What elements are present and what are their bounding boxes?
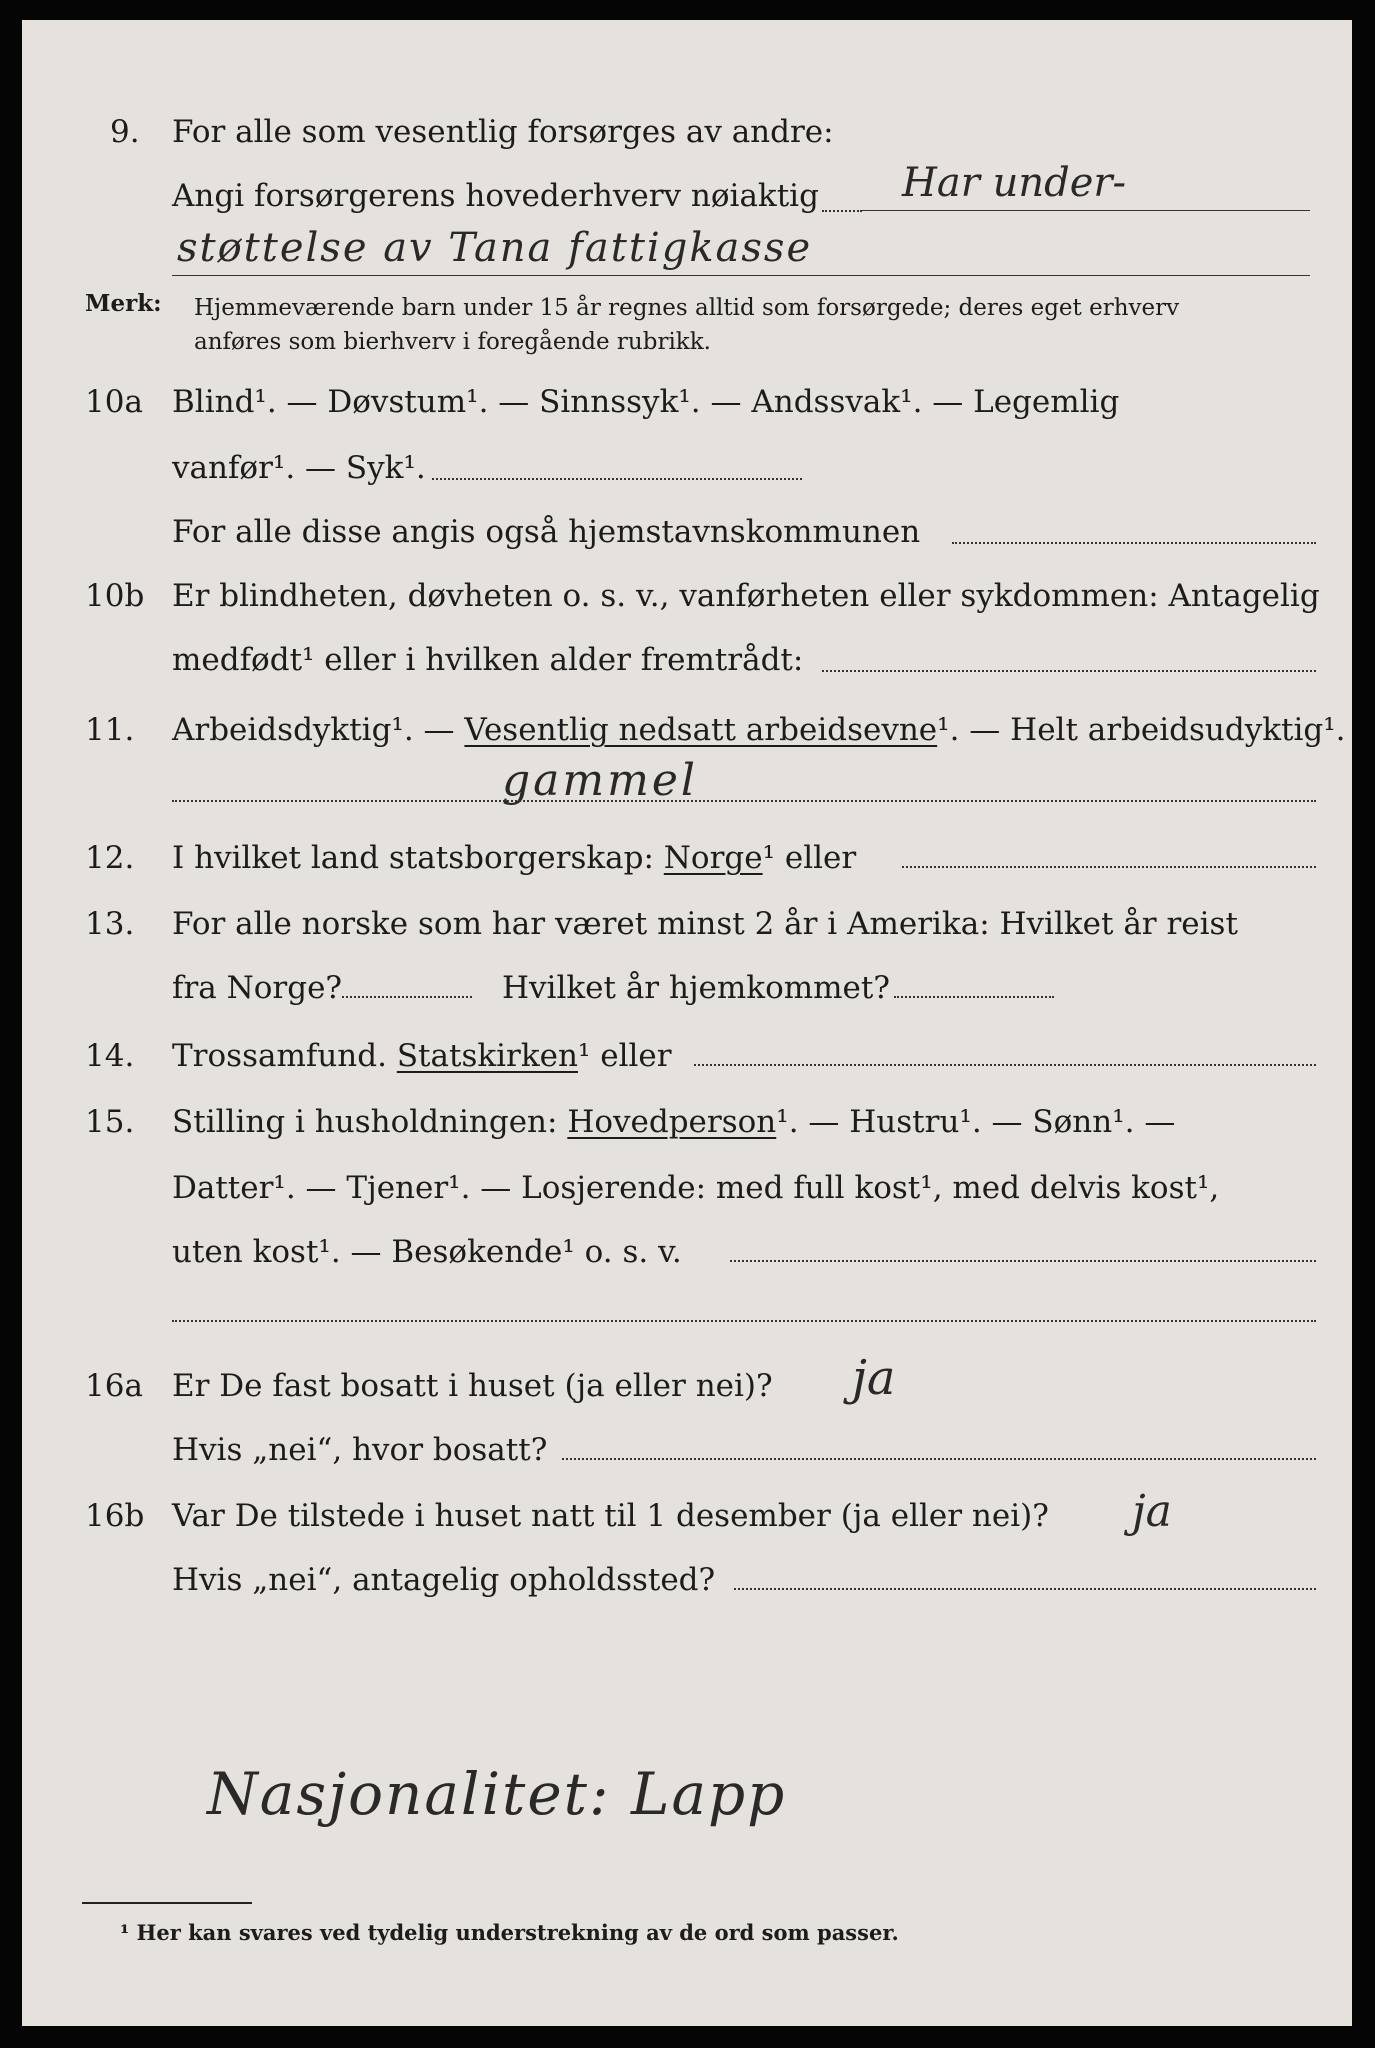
q14-part1: Trossamfund. — [172, 1038, 397, 1074]
q15-part1: Stilling i husholdningen: — [172, 1104, 568, 1140]
q10a-line2: vanfør¹. — Syk¹. — [172, 450, 426, 486]
footnote-rule — [82, 1902, 252, 1904]
q12-text — [172, 838, 856, 878]
q16b-handwriting: ja — [1132, 1486, 1172, 1537]
q10a-line3: For alle disse angis også hjemstavnskommunen — [172, 514, 921, 550]
q12-answer-line — [902, 866, 1316, 868]
q9-answer-line-1 — [862, 210, 1310, 211]
q10b-number: 10b — [85, 578, 145, 614]
q16a-number: 16a — [85, 1368, 143, 1404]
footnote: ¹ Her kan svares ved tydelig understrekning av de ord som passer. — [120, 1920, 899, 1945]
q13-hjemkommet-line — [894, 996, 1054, 998]
q15-number: 15. — [85, 1104, 135, 1140]
q16a-handwriting: ja — [852, 1350, 896, 1406]
q14-text — [172, 1036, 672, 1076]
merk-line1: Hjemmeværende barn under 15 år regnes alltid som forsørgede; deres eget erhverv — [194, 295, 1180, 321]
q16b-line2: Hvis „nei“, antagelig opholdssted? — [172, 1562, 716, 1598]
q9-handwriting-1: Har under- — [902, 160, 1127, 206]
q11-answer-line — [172, 800, 1316, 802]
q12-underlined-choice: Norge — [663, 840, 763, 876]
q14-part3: ¹ eller — [577, 1038, 672, 1074]
q10a-syk-line — [432, 478, 802, 480]
q9-line2: Angi forsørgerens hovederhverv nøiaktig — [172, 178, 819, 214]
q12-part1: I hvilket land statsborgerskap: — [172, 840, 664, 876]
census-form-page — [22, 20, 1352, 2026]
q13-hjemkommet: Hvilket år hjemkommet? — [502, 970, 890, 1006]
q15-underlined-choice: Hovedperson — [567, 1104, 777, 1140]
q11-handwriting: gammel — [502, 755, 698, 806]
q15-line3: uten kost¹. — Besøkende¹ o. s. v. — [172, 1234, 682, 1270]
q16b-answer-line — [734, 1588, 1316, 1590]
q10a-hjemstavn-line — [952, 542, 1316, 544]
q11-part1: Arbeidsdyktig¹. — — [172, 712, 465, 748]
q13-fra-norge: fra Norge? — [172, 970, 343, 1006]
q9-number: 9. — [110, 114, 140, 150]
q12-number: 12. — [85, 840, 135, 876]
q9-line1: For alle som vesentlig forsørges av andre: — [172, 114, 834, 150]
q13-line1: For alle norske som har været minst 2 år i Amerika: Hvilket år reist — [172, 906, 1238, 942]
q12-part3: ¹ eller — [762, 840, 857, 876]
q10b-line1: Er blindheten, døvheten o. s. v., vanførheten eller sykdommen: Antagelig — [172, 578, 1320, 614]
q11-underlined-choice: Vesentlig nedsatt arbeidsevne — [464, 712, 938, 748]
q16a-line1: Er De fast bosatt i huset (ja eller nei)? — [172, 1368, 773, 1404]
q15-part3: ¹. — Hustru¹. — Sønn¹. — — [776, 1104, 1176, 1140]
merk-label: Merk: — [85, 290, 162, 317]
q10a-number: 10a — [85, 384, 143, 420]
q11-part3: ¹. — Helt arbeidsudyktig¹. — [937, 712, 1346, 748]
q13-number: 13. — [85, 906, 135, 942]
q11-text — [172, 710, 1346, 750]
nationality-handwritten-note: Nasjonalitet: Lapp — [207, 1760, 787, 1828]
q14-number: 14. — [85, 1038, 135, 1074]
q15-line2: Datter¹. — Tjener¹. — Losjerende: med full kost¹, med delvis kost¹, — [172, 1170, 1220, 1206]
q15-answer-line-2 — [172, 1320, 1316, 1322]
q13-reist-line — [342, 996, 472, 998]
q9-handwriting-2: støttelse av Tana fattigkasse — [177, 225, 813, 271]
q15-line1 — [172, 1102, 1175, 1142]
q16a-answer-line — [562, 1458, 1316, 1460]
q9-dotted-line — [822, 210, 862, 212]
q15-answer-line-1 — [730, 1260, 1316, 1262]
q10a-line1: Blind¹. — Døvstum¹. — Sinnssyk¹. — Andssvak¹. — Legemlig — [172, 384, 1120, 420]
merk-line2: anføres som bierhverv i foregående rubrikk. — [194, 329, 711, 355]
q9-answer-line-2 — [172, 275, 1310, 276]
q10b-line2: medfødt¹ eller i hvilken alder fremtrådt: — [172, 642, 804, 678]
q16a-line2: Hvis „nei“, hvor bosatt? — [172, 1432, 548, 1468]
q16b-number: 16b — [85, 1498, 145, 1534]
q16b-line1: Var De tilstede i huset natt til 1 desember (ja eller nei)? — [172, 1498, 1049, 1534]
q11-number: 11. — [85, 712, 135, 748]
q14-underlined-choice: Statskirken — [396, 1038, 578, 1074]
q10b-alder-line — [822, 670, 1316, 672]
q14-answer-line — [694, 1064, 1316, 1066]
